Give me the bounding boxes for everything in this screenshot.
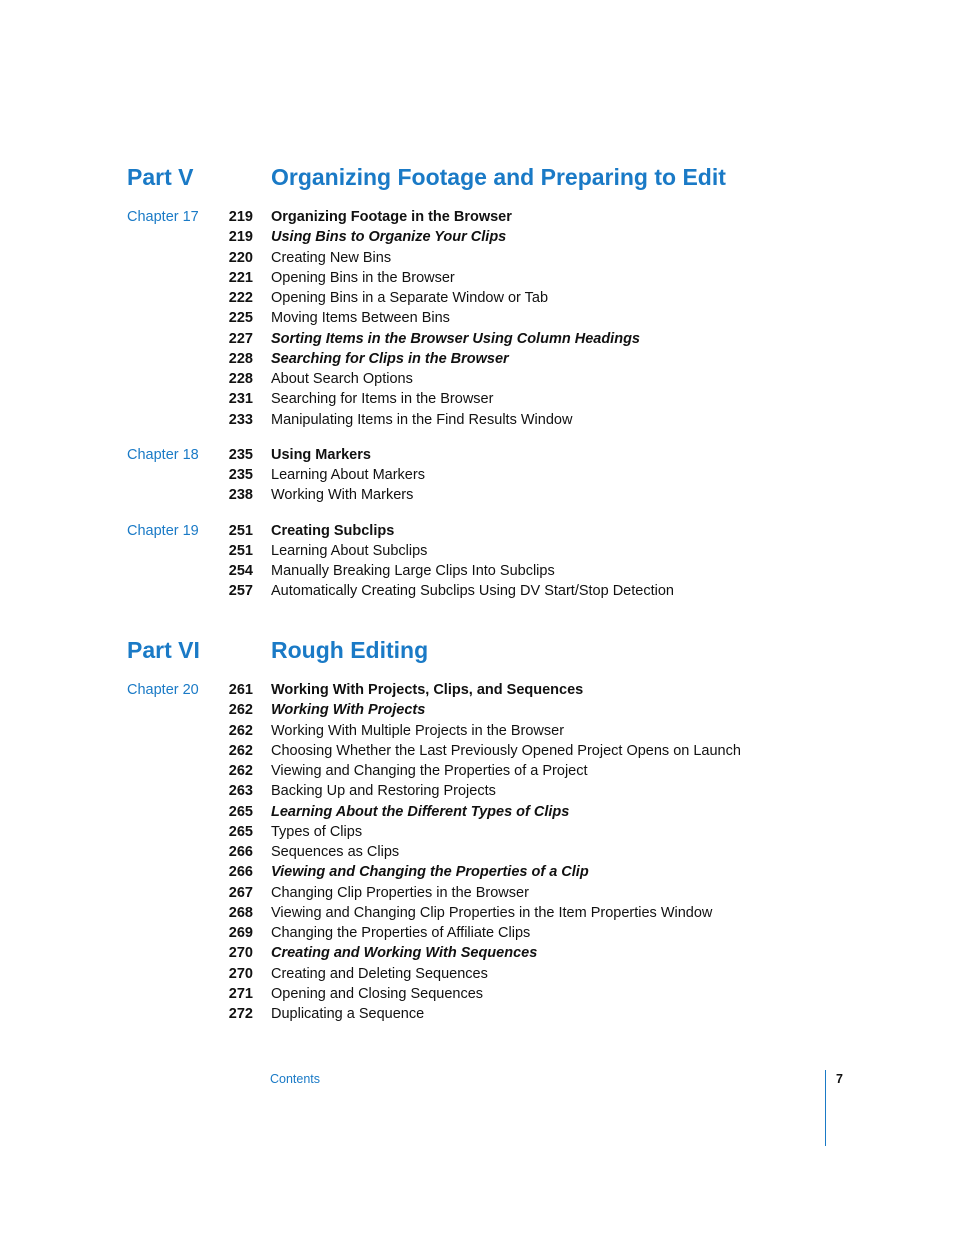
toc-page-number: 272 [228, 1006, 253, 1022]
toc-page-number: 222 [228, 290, 253, 306]
toc-page-number: 262 [228, 702, 253, 719]
toc-page-number: 219 [228, 229, 253, 246]
part-title: Rough Editing [271, 637, 429, 663]
chapter-label: Chapter 20 [127, 682, 199, 698]
toc-page-number: 263 [228, 783, 253, 800]
toc-page-number: 251 [228, 542, 253, 559]
toc-page-number: 235 [228, 446, 253, 463]
toc-entry-sub: Opening Bins in the Browser [271, 269, 455, 286]
toc-page-number: 228 [228, 371, 253, 387]
toc-entry-sub: Sequences as Clips [271, 844, 400, 860]
toc-entry-sub: Changing Clip Properties in the Browser [271, 884, 529, 901]
toc-entry-sub: Creating and Deleting Sequences [271, 965, 488, 982]
part-title: Organizing Footage and Preparing to Edit [271, 164, 726, 190]
part-label: Part V [127, 164, 194, 190]
toc-entry-sub: Choosing Whether the Last Previously Opened Project Opens on Launch [271, 742, 741, 759]
toc-page-number: 233 [228, 411, 253, 428]
toc-page-number: 269 [228, 925, 253, 941]
toc-entry-sub: Creating New Bins [271, 249, 392, 266]
toc-entry-sub: Moving Items Between Bins [271, 310, 450, 327]
toc-page-number: 225 [228, 310, 253, 327]
toc-entry-sub: Searching for Items in the Browser [271, 391, 494, 408]
toc-entry-chapter: Using Markers [271, 446, 371, 463]
toc-page-number: 271 [228, 985, 253, 1002]
toc-page-number: 266 [228, 864, 253, 881]
toc-entry-section: Learning About the Different Types of Clips [271, 803, 570, 820]
toc-entry-sub: Manipulating Items in the Find Results Window [271, 411, 573, 428]
toc-page-number: 270 [228, 945, 253, 962]
toc-entry-sub: Opening and Closing Sequences [271, 985, 484, 1002]
toc-entry-section: Searching for Clips in the Browser [271, 350, 509, 367]
toc-entry-section: Creating and Working With Sequences [271, 945, 538, 962]
toc-page-number: 238 [228, 487, 253, 504]
toc-entry-section: Sorting Items in the Browser Using Column Headings [271, 330, 640, 347]
toc-page-number: 228 [228, 350, 253, 367]
toc-entry-sub: Learning About Markers [271, 467, 425, 483]
toc-page-number: 265 [228, 803, 253, 820]
toc-page-number: 231 [228, 391, 253, 408]
toc-page-number: 262 [228, 742, 253, 759]
part-label: Part VI [127, 637, 200, 663]
toc-page-number: 227 [228, 330, 253, 347]
toc-entry-chapter: Organizing Footage in the Browser [271, 209, 512, 225]
toc-page-number: 261 [228, 682, 253, 698]
toc-page-number: 254 [228, 563, 253, 579]
toc-entry-sub: Automatically Creating Subclips Using DV Start/Stop Detection [271, 583, 674, 600]
footer-divider [825, 1070, 826, 1146]
toc-page-number: 266 [228, 844, 253, 860]
toc-entry-sub: Changing the Properties of Affiliate Clips [271, 925, 531, 941]
toc-page-number: 268 [228, 904, 253, 921]
chapter-label: Chapter 18 [127, 446, 199, 463]
toc-entry-sub: Manually Breaking Large Clips Into Subclips [271, 563, 555, 579]
toc-entry-sub: About Search Options [271, 371, 413, 387]
toc-page-number: 257 [228, 583, 253, 600]
footer-section-label: Contents [270, 1072, 321, 1086]
toc-entry-section: Using Bins to Organize Your Clips [271, 229, 507, 246]
toc-entry-sub: Working With Multiple Projects in the Browser [271, 722, 565, 739]
toc-entry-sub: Types of Clips [271, 823, 363, 840]
toc-entry-sub: Viewing and Changing the Properties of a Project [271, 763, 588, 779]
toc-entry-sub: Backing Up and Restoring Projects [271, 783, 496, 800]
toc-page-number: 220 [228, 249, 253, 266]
toc-entry-sub: Learning About Subclips [271, 542, 428, 559]
footer-page-number: 7 [836, 1072, 843, 1086]
toc-page-number: 265 [228, 823, 253, 840]
toc-entry-sub: Opening Bins in a Separate Window or Tab [271, 290, 549, 306]
toc-entry-sub: Duplicating a Sequence [271, 1006, 425, 1022]
toc-entry-sub: Viewing and Changing Clip Properties in the Item Properties Window [271, 904, 713, 921]
chapter-label: Chapter 19 [127, 522, 199, 539]
toc-entry-section: Viewing and Changing the Properties of a Clip [271, 864, 589, 881]
toc-page-number: 219 [228, 209, 253, 225]
toc-page-number: 267 [228, 884, 253, 901]
toc-entry-chapter: Working With Projects, Clips, and Sequences [271, 682, 584, 698]
toc-page-number: 270 [228, 965, 253, 982]
toc-page-number: 262 [228, 722, 253, 739]
toc-page-number: 221 [228, 269, 253, 286]
toc-page-number: 262 [228, 763, 253, 779]
chapter-label: Chapter 17 [127, 209, 199, 225]
toc-entry-chapter: Creating Subclips [271, 522, 395, 539]
toc-entry-section: Working With Projects [271, 702, 426, 719]
toc-page-number: 251 [228, 522, 253, 539]
toc-page-number: 235 [228, 467, 253, 483]
toc-entry-sub: Working With Markers [271, 487, 414, 504]
